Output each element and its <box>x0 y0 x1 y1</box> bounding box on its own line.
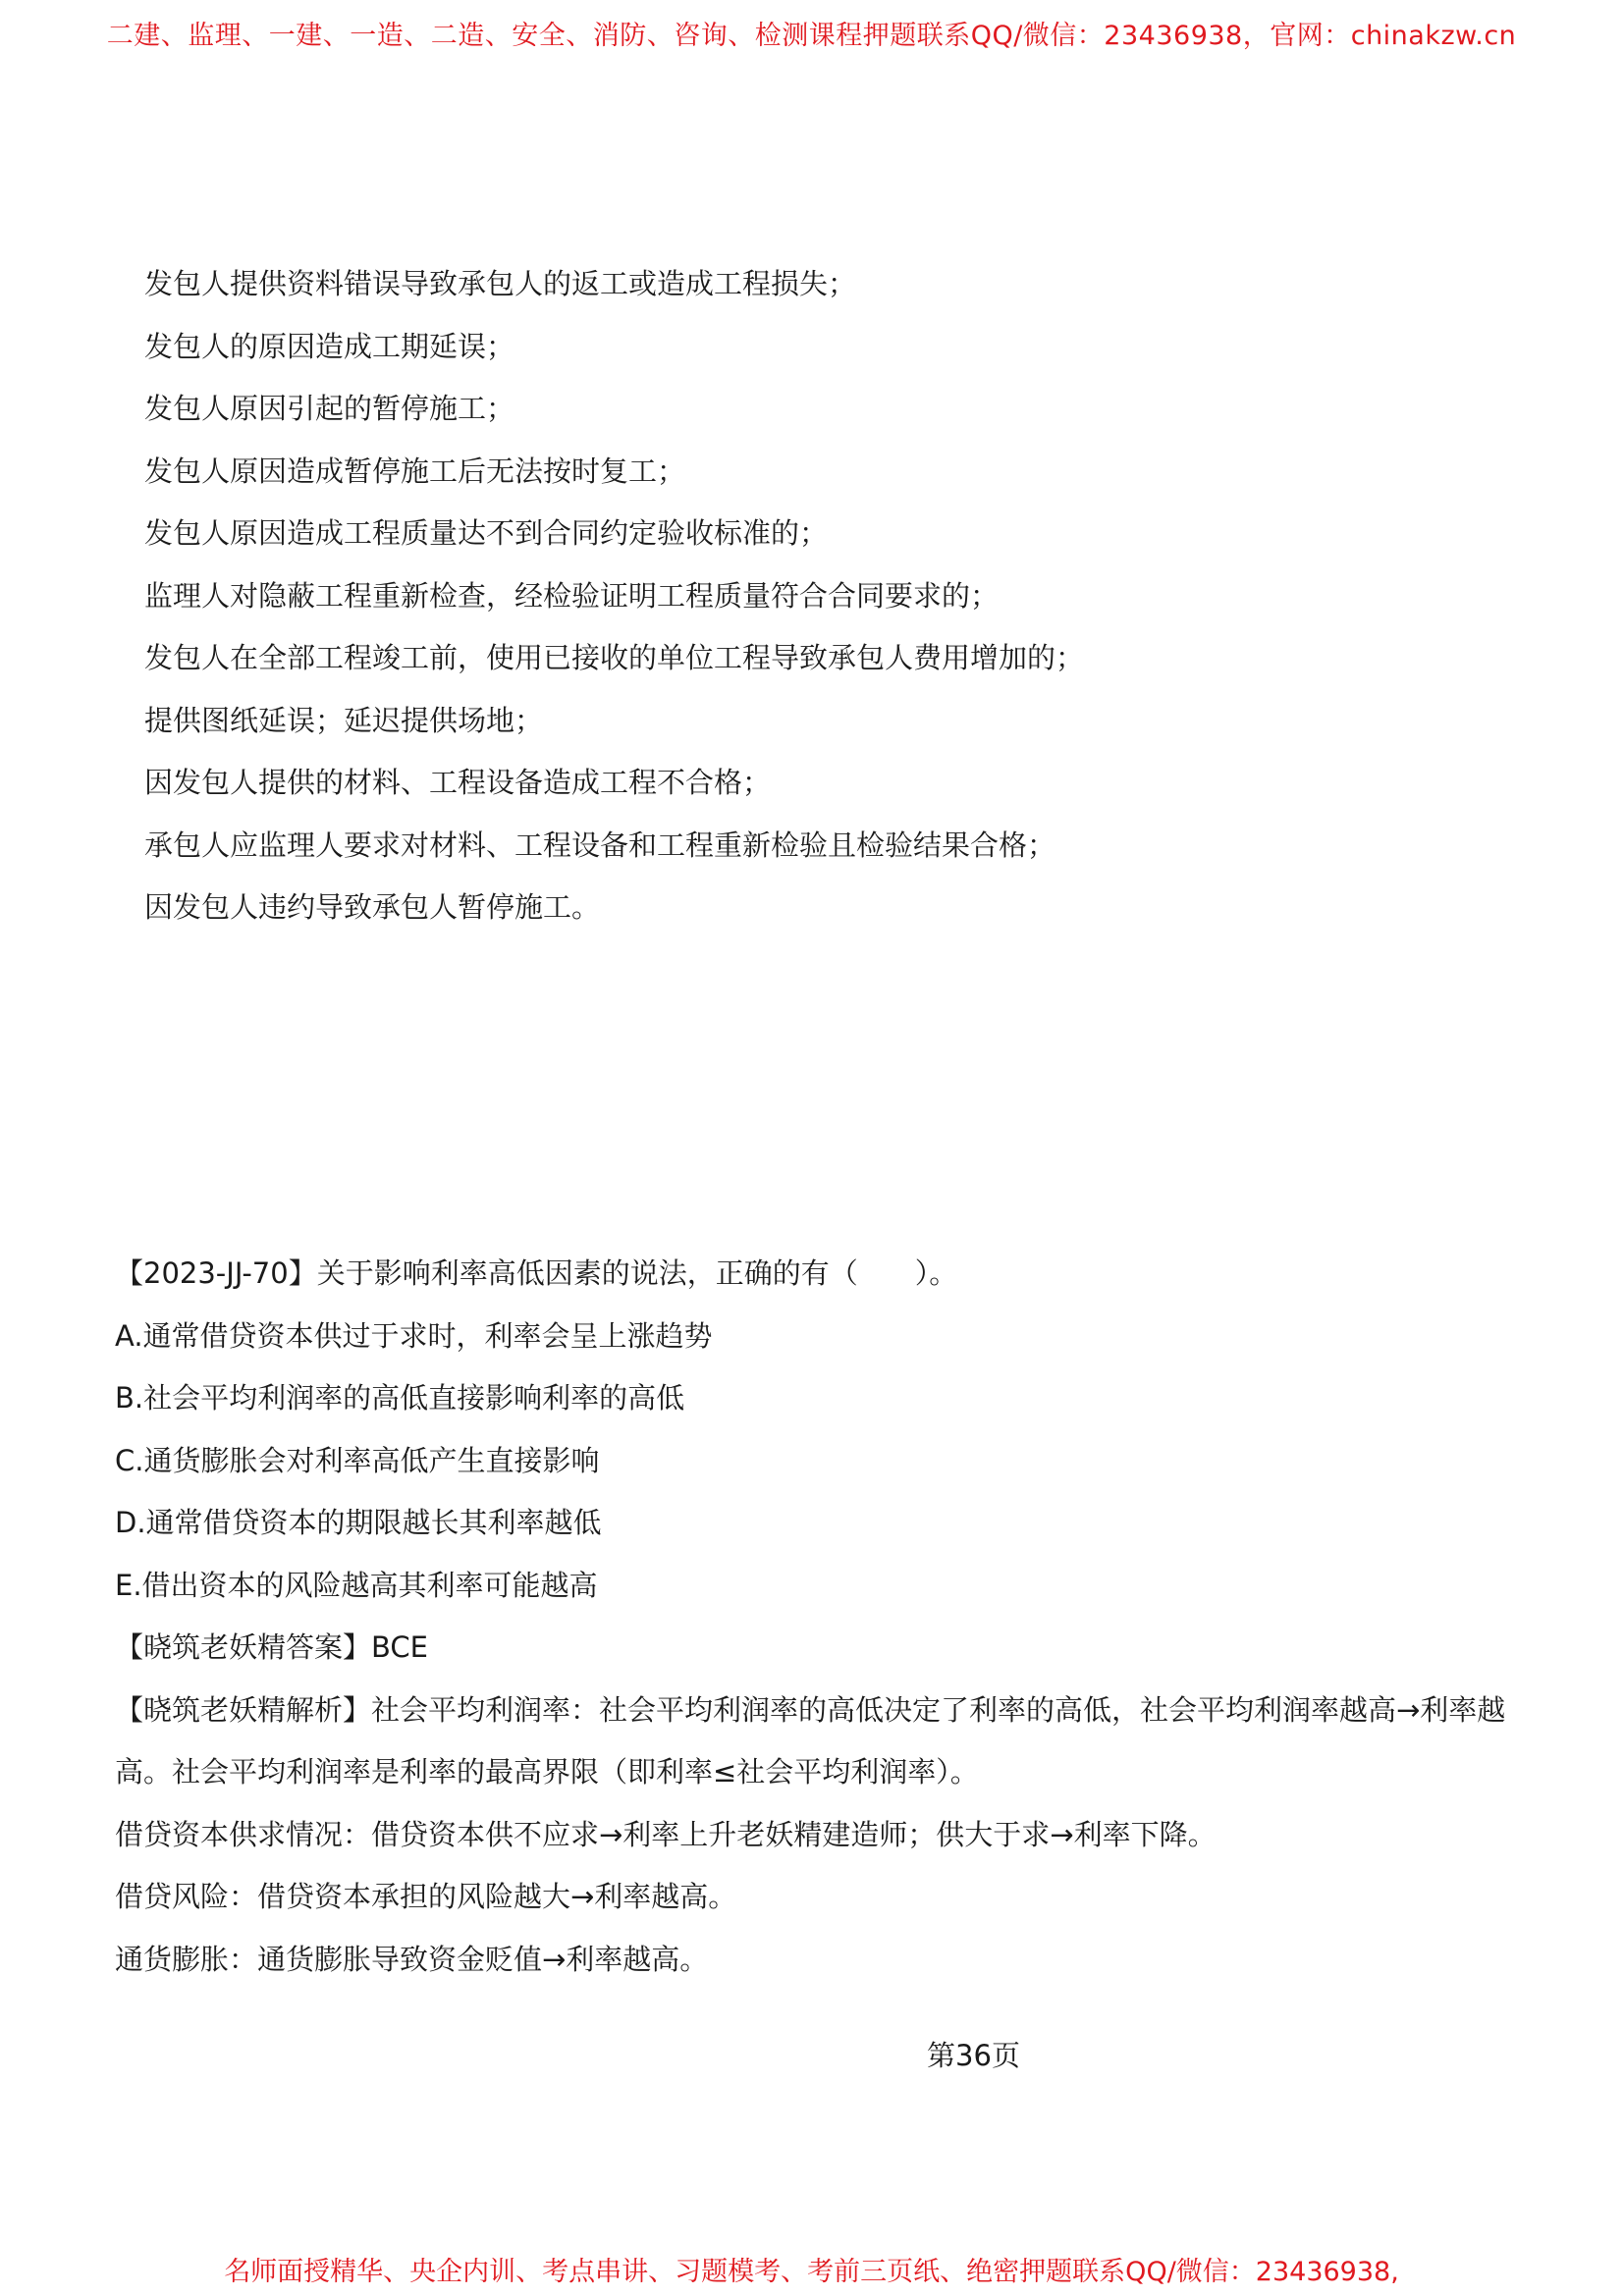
list-item: 监理人对隐蔽工程重新检查，经检验证明工程质量符合合同要求的； <box>144 578 1000 613</box>
analysis-note: 借贷资本供求情况：借贷资本供不应求→利率上升老妖精建造师；供大于求→利率下降。 <box>115 1817 1217 1851</box>
list-item: 发包人在全部工程竣工前，使用已接收的单位工程导致承包人费用增加的； <box>144 641 1085 674</box>
list-item: 承包人应监理人要求对材料、工程设备和工程重新检验且检验结果合格； <box>144 828 1056 862</box>
list-item: 提供图纸延误；延迟提供场地； <box>144 703 544 737</box>
analysis-note: 借贷风险：借贷资本承担的风险越大→利率越高。 <box>115 1880 737 1913</box>
page-number: 第36页 <box>927 2039 1020 2072</box>
header-contact-banner: 二建、监理、一建、一造、二造、安全、消防、咨询、检测课程押题联系QQ/微信：23436938，官网：chinakzw.cn <box>106 21 1517 51</box>
answer-line: 【晓筑老妖精答案】BCE <box>115 1630 428 1664</box>
option-a: A.通常借贷资本供过于求时，利率会呈上涨趋势 <box>115 1318 713 1353</box>
list-item: 发包人原因引起的暂停施工； <box>144 392 515 425</box>
footer-contact-banner: 名师面授精华、央企内训、考点串讲、习题模考、考前三页纸、绝密押题联系QQ/微信：23436938, <box>224 2257 1399 2287</box>
compensation-cases-list <box>144 253 1440 939</box>
question-title: 【2023-JJ-70】关于影响利率高低因素的说法，正确的有（ ）。 <box>115 1256 958 1290</box>
question-section <box>115 1243 1509 1991</box>
analysis-paragraph: 【晓筑老妖精解析】社会平均利润率：社会平均利润率的高低决定了利率的高低，社会平均利润率越高→利率越高。社会平均利润率是利率的最高界限（即利率≤社会平均利润率）。 <box>115 1692 1506 1789</box>
option-b: B.社会平均利润率的高低直接影响利率的高低 <box>115 1381 685 1415</box>
list-item: 发包人原因造成工程质量达不到合同约定验收标准的； <box>144 516 829 550</box>
option-e: E.借出资本的风险越高其利率可能越高 <box>115 1568 598 1602</box>
list-item: 因发包人提供的材料、工程设备造成工程不合格； <box>144 766 772 799</box>
option-d: D.通常借贷资本的期限越长其利率越低 <box>115 1506 602 1539</box>
analysis-note: 通货膨胀：通货膨胀导致资金贬值→利率越高。 <box>115 1942 709 1976</box>
list-item: 发包人的原因造成工期延误； <box>144 329 515 363</box>
list-item: 因发包人违约导致承包人暂停施工。 <box>144 890 601 924</box>
list-item: 发包人提供资料错误导致承包人的返工或造成工程损失； <box>144 267 857 300</box>
option-c: C.通货膨胀会对利率高低产生直接影响 <box>115 1443 600 1477</box>
list-item: 发包人原因造成暂停施工后无法按时复工； <box>144 454 686 488</box>
